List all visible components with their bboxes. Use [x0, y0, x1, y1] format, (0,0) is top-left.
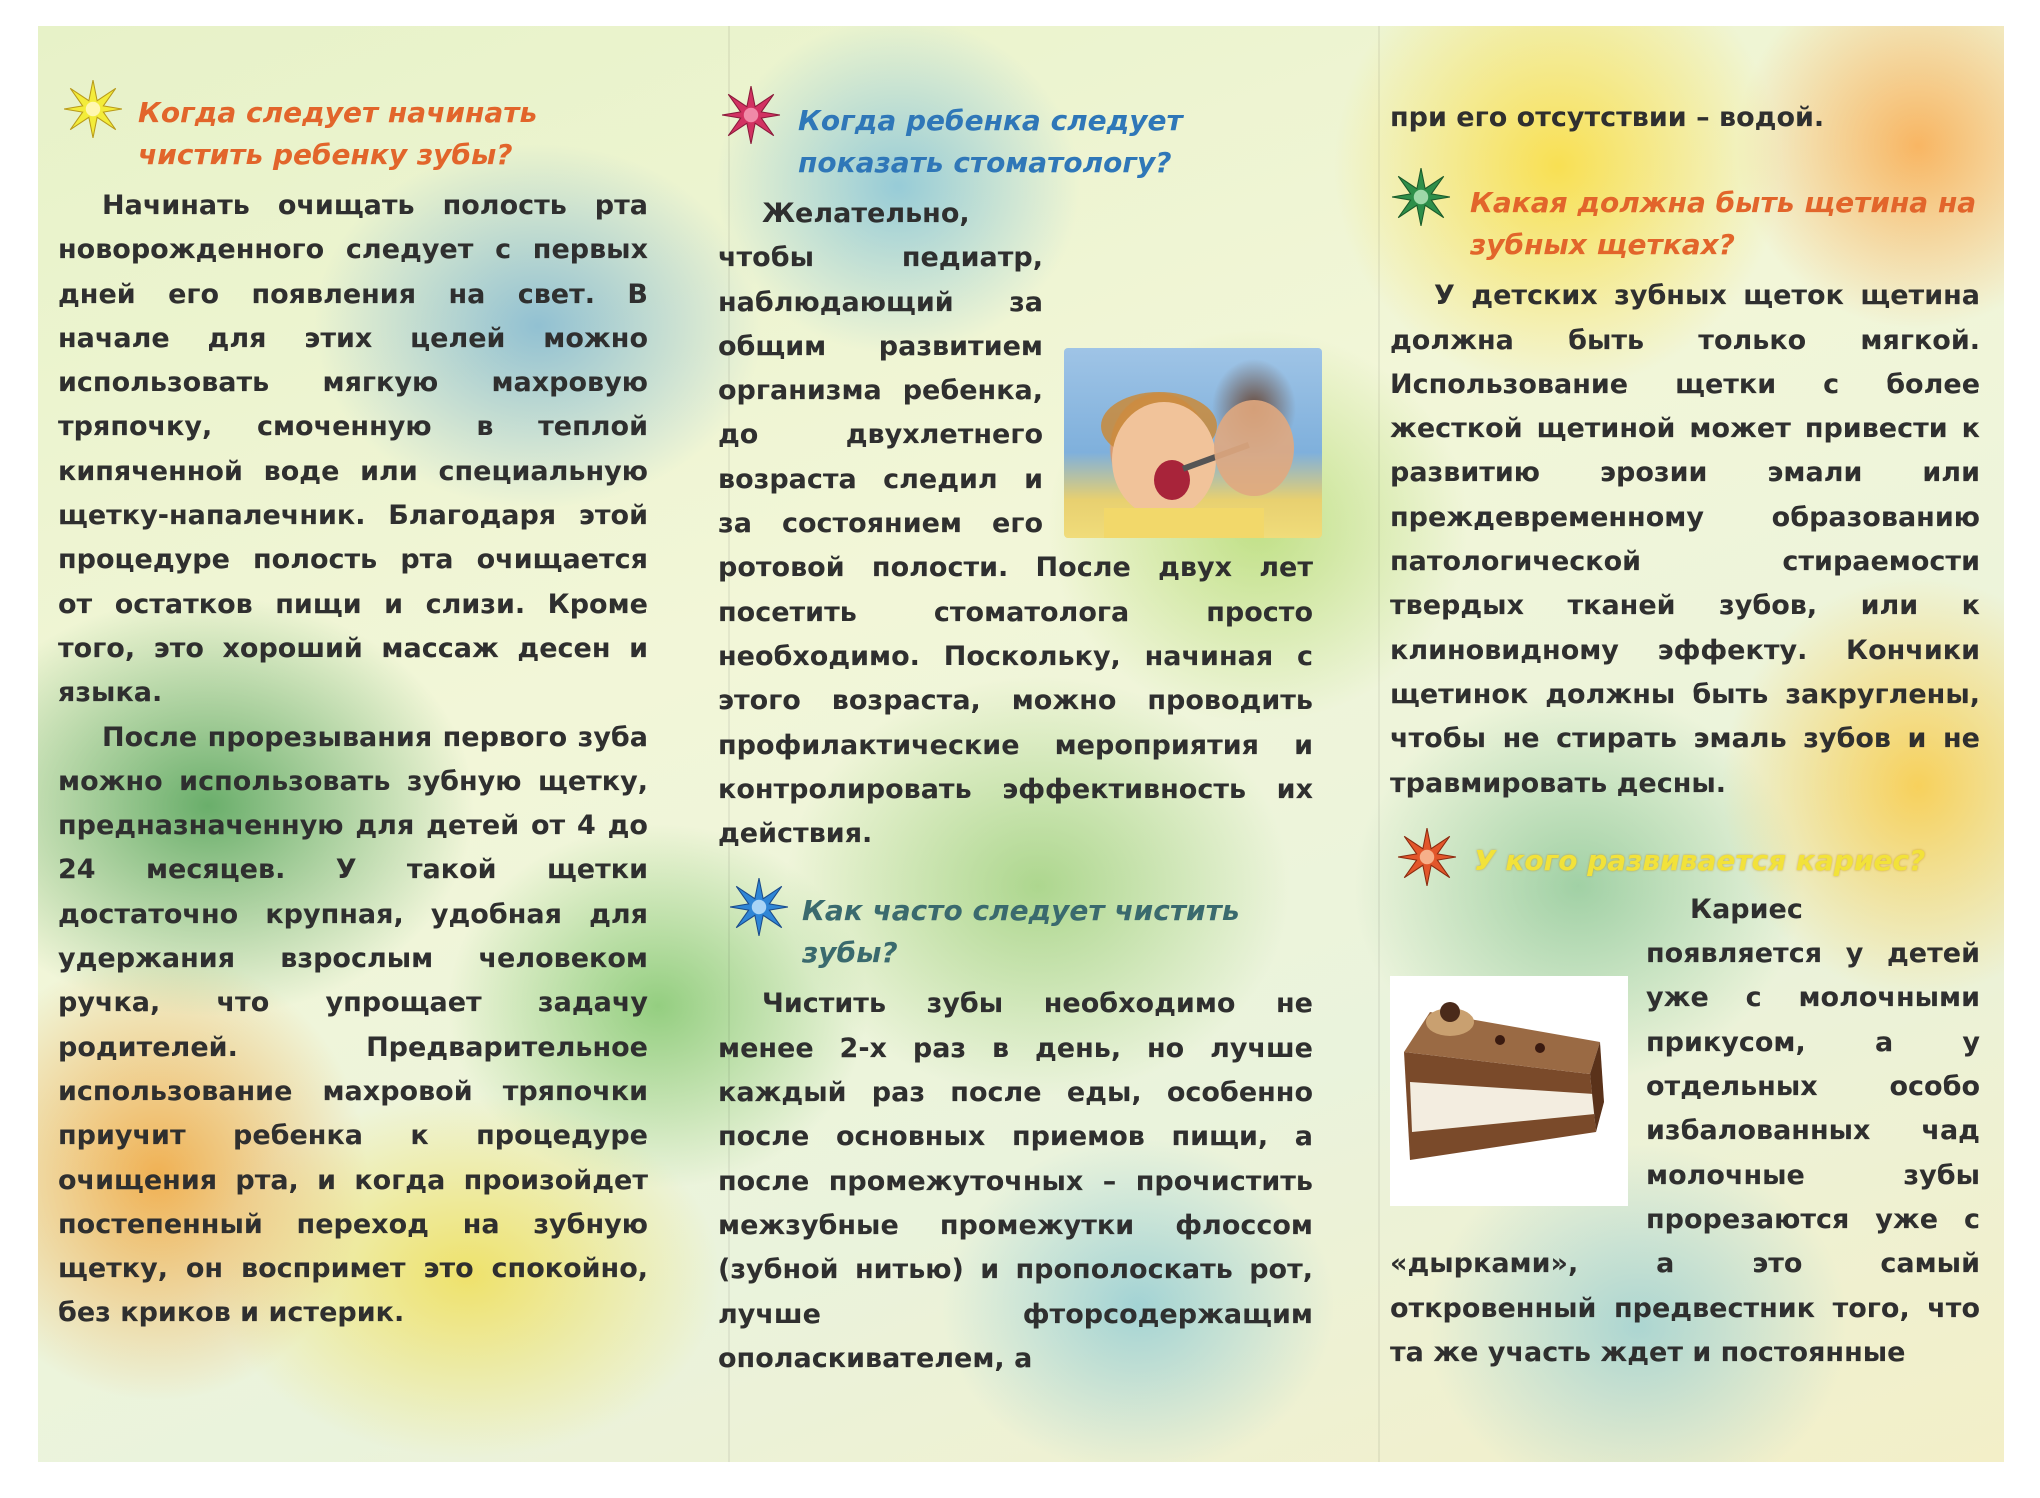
red-star-icon — [720, 84, 782, 146]
heading-bristles — [1390, 182, 1980, 266]
heading-when-dentist — [718, 100, 1313, 184]
cake-photo — [1390, 976, 1628, 1206]
paragraph-text: Желательно, чтобы педиатр, наблюдающий за общим развитием организма ребенка, до двухлетнего возраста следил и за состоянием его ротовой полости. После двух лет посетить стоматолога просто необходимо. Поскольку, начиная с этого возраста, можно проводить профилактические мероприятия и контролировать эффективность их действия. — [718, 198, 1313, 850]
child-at-dentist-photo — [1064, 348, 1322, 538]
green-star-icon — [1390, 166, 1452, 228]
yellow-star-icon — [62, 78, 124, 140]
column-left — [58, 26, 648, 1336]
orange-star-icon — [1396, 826, 1458, 888]
photo-illustration — [1064, 348, 1322, 538]
paragraph-col2-2: Чистить зубы необходимо не менее 2-х раз в день, но лучше каждый раз после еды, особенно после основных приемов пищи, а после промежуточных – прочистить межзубные промежутки флоссом (зубной нитью) и прополоскать рот, лучше фторсодержащим ополаскивателем, а — [718, 988, 1313, 1374]
heading-who-gets-caries — [1390, 840, 1980, 882]
paragraph-col3-2 — [1390, 888, 1980, 1375]
paragraph-col3-1: У детских зубных щеток щетина должна быть только мягкой. Использование щетки с более жесткой щетиной может привести к развитию эрозии эмали или преждевременному образованию патологической стираемости твердых тканей зубов, или к клиновидному эффекту. Кончики щетинок должны быть закруглены, чтобы не стирать эмаль зубов и не травмировать десны. — [1390, 280, 1980, 799]
fold-line-right — [1378, 26, 1380, 1462]
paragraph-col1-2: После прорезывания первого зуба можно использовать зубную щетку, предназначенную для детей от 4 до 24 месяцев. У такой щетки достаточно крупная, удобная для удержания взрослым человеком ручка, что упрощает задачу родителей. Предварительное использование махровой тряпочки приучит ребенка к процедуре очищения рта, и когда произойдет постепенный переход на зубную щетку, он воспримет это спокойно, без криков и истерик. — [58, 721, 648, 1329]
heading-text: У кого развивается кариес? — [1474, 843, 1926, 877]
heading-text: Как часто следует чистить зубы? — [802, 894, 1240, 970]
heading-text: Какая должна быть щетина на зубных щетках? — [1470, 186, 1977, 262]
heading-text: Когда следует начинать чистить ребенку зубы? — [138, 96, 538, 171]
heading-text: Когда ребенка следует показать стоматологу? — [798, 104, 1183, 179]
heading-how-often — [718, 890, 1313, 974]
column-middle — [718, 26, 1313, 1381]
paragraph-text: Кариес появляется у детей уже с молочными прикусом, а у отдельных особо избалованных чад молочные зубы прорезаются уже с «дырками», а это самый откровенный предвестник того, что та же участь ждет и постоянные — [1390, 893, 1980, 1368]
paragraph-col3-lead: при его отсутствии – водой. — [1390, 102, 1825, 133]
blue-star-icon — [728, 876, 790, 938]
cake-illustration — [1390, 982, 1628, 1162]
brochure-sheet — [38, 26, 2004, 1462]
heading-when-start-brushing — [58, 92, 648, 176]
paragraph-col1-1: Начинать очищать полость рта новорожденного следует с первых дней его появления на свет. В начале для этих целей можно использовать мягкую махровую тряпочку, смоченную в теплой кипяченной воде или специальную щетку-напалечник. Благодаря этой процедуре полость рта очищается от остатков пищи и слизи. Кроме того, это хороший массаж десен и языка. — [58, 190, 648, 709]
column-right — [1390, 26, 1980, 1375]
